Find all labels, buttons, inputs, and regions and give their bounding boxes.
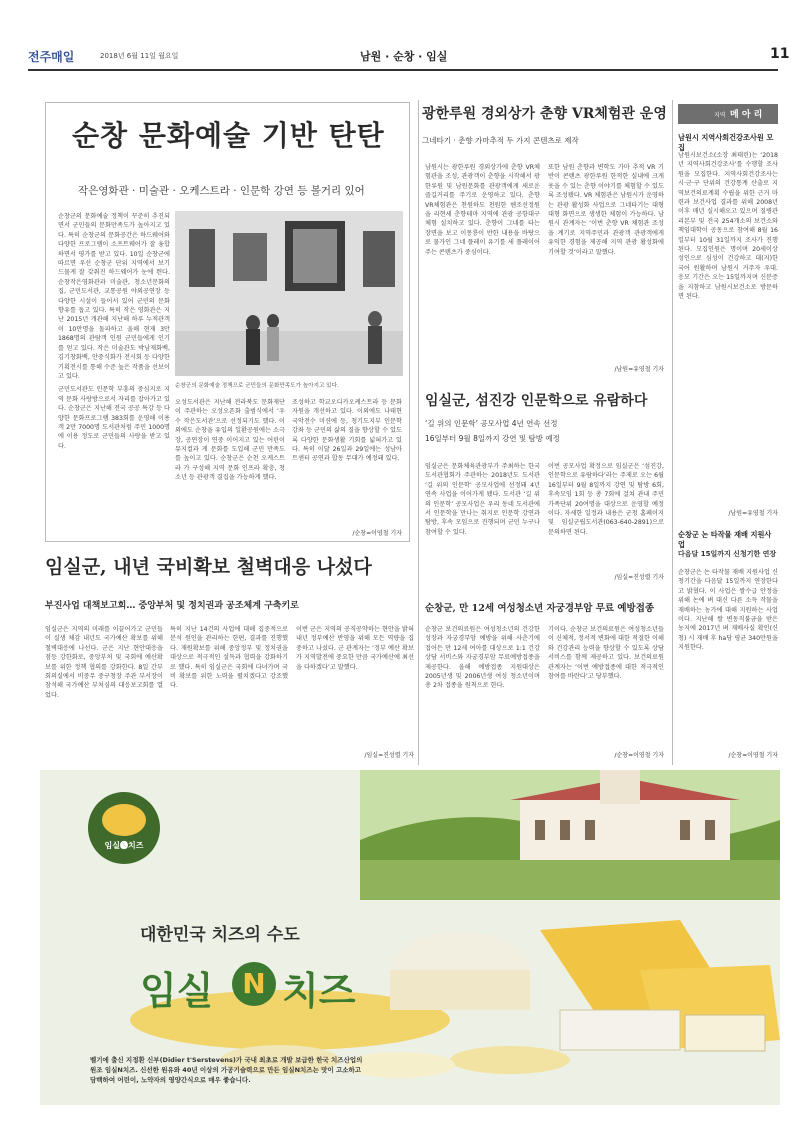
photo-caption: 순창군의 문화예술 정책으로 군민들의 문화만족도가 높아지고 있다. [175, 383, 339, 389]
masthead-rule [28, 69, 778, 71]
article1-credit: /순창=이영철 기자 [352, 530, 402, 537]
sidebar-item1-title: 남원시 지역사회건강조사원 모집 [678, 133, 774, 152]
issue-date: 2018년 6월 11일 월요일 [100, 52, 179, 60]
ad-logo-badge [88, 792, 160, 864]
ad-brand-logo [140, 960, 380, 1012]
article4-headline: 임실군, 내년 국비확보 철벽대응 나섰다 [45, 556, 372, 578]
article4-col3: 이번 군은 지역의 공직공약하는 현안을 밝혀 내년 정부예산 반영을 위해 모든 역량을 집중하고 나섰다. 군 관계자는 ‘정부 예산 확보가 지역발전에 중요한 만큼 국가예산에 최선을 다하겠다’고 말했다. [296, 626, 414, 671]
article3-col1: 임실군은 문화체육관광부가 주최하는 한국도서관협회가 주관하는 2018년도 도서관 ‘길 위의 인문학’ 공모사업에 선정돼 4년 연속 사업을 이어가게 됐다. 도서관 ‘길 위의 인문학’ 공모사업은 우리 동네 도서관에서 인문학을 만나는 취지로 인문학 강연과 탐방, 후속 모임으로 진행되며 군민 누구나 참여할 수 있다. [425, 463, 540, 536]
article1-headline: 순창 문화예술 기반 탄탄 [72, 119, 385, 152]
article5-credit: /순창=이영철 기자 [614, 752, 664, 759]
article2-col1: 남원시는 광한루원 경외상가에 춘향 VR체험관을 조성, 관광객이 춘향을 시작해서 광한루원 및 남원문화를 관광객에게 새로운 즐길거리를 주기로 운영하고 있다. 춘향 VR체험관은 천원하도 천원한 헨조선정원을 리현세 춘향테마 지역에 관광 공항대구 체험 설치하고 있다. 춘향이 그네를 타는 장면을 보고 이몽룡이 반한 내용을 바탕으로 물가인 그네 플레이 유기를 세 플레이어 주는 콘텐츠가 중심이다. [425, 164, 540, 256]
section-title: 남원 · 순창 · 임실 [360, 50, 448, 63]
article1-col3: 조성하고 학교오디카오케스트라 등 문화 자원을 개선하고 있다. 이외에도 나태현 국악전수 미션에 등, 청기도지부 인문학 강좌 등 군민의 삶의 질을 향상할 수 있도록 다양한 문화생활 기회를 넓혀가고 있다. 특히 이달 26일과 29일에는 성남아트센터 공연과 합동 무대가 예정돼 있다. [292, 399, 402, 463]
sidebar-label: 메 아 리 [730, 110, 763, 120]
article5-col1: 순창군 보건의료원은 여성청소년의 건강한 성장과 자궁경부암 예방을 위해 사춘기에 접어든 만 12세 여아를 대상으로 1:1 건강상담 서비스와 자궁경부암 무료예방접종을 제공한다. 올해 예방접종 지원대상은 2005년생 및 2006년생 여성 청소년이며 총 2차 접종을 원칙으로 한다. [425, 626, 540, 690]
gallery-photo-image [175, 211, 403, 376]
sidebar-item1-credit: /남원=유영철 기자 [728, 510, 778, 517]
article4-col1: 임실군은 지역의 미래를 이끌어가고 군민들이 실생 체감 내년도 국가예산 확보를 위해 철벽대응에 나선다. 군은 지난 현안대응을 점등 강한화로, 중앙부처 및 국회에 예산확보를 위한 정책 협의를 강화한다. 8일 간부회의실에서 비중무 중구청장 주관 부서장이 참석해 국가예산 부처심의 대응보고회를 열었다. [45, 626, 163, 699]
page-number: 11 [770, 46, 790, 62]
article3-credit: /임실=진성렬 기자 [614, 574, 664, 581]
article5-col2: 기이다. 순창군 보건의료원은 여성청소년들이 신체적, 정서적 변화에 대한 적절한 이해와 건강관리 능력을 향상할 수 있도록 상담 서비스를 함께 제공하고 있다. 보건의료원 관계자는 ‘이번 예방접종에 대한 적극적인 참여를 바란다’고 당부했다. [548, 626, 664, 681]
sidebar-item2-credit: /순창=이영철 기자 [728, 752, 778, 759]
sidebar-item2-text: 순창군은 논 타작물 재배 지원사업 신청기간을 다음달 15일까지 연장한다고 밝혔다. 이 사업은 쌀수급 안정을 위해 논에 벼 대신 다른 소득 작물을 재배하는 농가에 대해 지원하는 사업이다. 지난해 쌀 변동직불금을 받은 농지에 2017년 벼 재배사실 확인(신청) 시 재배 후 ha당 평균 340만원을 지원한다. [678, 569, 778, 652]
article1-col2: 오성도서관은 지난해 전라북도 문화재단이 주관하는 오성오픈화 출범식에서 ‘우수 작은도서관’으로 선정되기도 했다. 이외에도 순창을 유입의 일환공원에는 소극장, 공연장이 연중 이어지고 있는 어린이 뮤지컬과 게 문화를 도입해 군민 만족도를 높이고 있다. 순창군은 순천 오케스트라 가 구성해 지역 문화 인프라 확충, 청소년 등 관광객 결집을 가능하게 했다. [175, 399, 285, 482]
article4-credit: /임실=진성렬 기자 [364, 752, 414, 759]
ad-brand-left: 임실 [140, 969, 214, 1013]
sidebar-label-prefix: 지역 [714, 112, 726, 119]
cheese-logo-icon [102, 804, 146, 836]
ad-tagline: 대한민국 치즈의 수도 [140, 925, 300, 945]
masthead [0, 40, 806, 70]
article3-headline: 임실군, 섬진강 인문학으로 유람하다 [425, 393, 648, 409]
article5-headline: 순창군, 만 12세 여성청소년 자궁경부암 무료 예방접종 [425, 603, 655, 614]
column-rule-1 [418, 100, 419, 765]
article1-col1: 순창군의 문화예술 정책이 꾸준히 추진되면서 군민들의 문화만족도가 높아지고 있다. 특히 순창군의 문화공간은 하드웨어와 다양한 프로그램이 소프트웨어가 잘 융합하면서 평가를 받고 있다. 10일 순창군에 따르면 우선 순창군 단위 지역에서 보기 드물게 잘 갖춰진 하드웨어가 눈에 띈다. 순창작은영화관과 미술관, 청소년문화의집, 군민도서관, 교통공원 야외공연장 등 다양한 시설이 들어서 있어 군민의 문화 향유를 돕고 있다. 특히 작은 영화관은 지난 2015년 개관해 지난해 하루 누적관객이 10만명을 돌파하고 올해 현재 3만 1868명의 관람객 인원 군민들에게 인기를 얻고 있다. 작은 미술관도 박남재화백, 김기창화백, 안중식화가 전시회 등 다양한 기획전시를 통해 수준 높은 작품을 선보이고 있다. 군민도서관도 인문학 부흥의 중심지로 지역 문화 사랑방으로서 자리를 잡아가고 있다. 순창군은 지난해 전국 공공 특강 등 다양한 문화프로그램 383회를 운영해 이용객 2만 7000명 도서관처럼 주민 1000명에 이용 정도로 군민들의 사랑을 받고 있다. [58, 213, 170, 450]
ad-footer-text [90, 1055, 610, 1085]
sidebar-item2-title: 순창군 논 타작물 재배 지원사업 [678, 530, 772, 549]
paper-name: 전주매일 [28, 50, 75, 64]
article4-subhead: 부진사업 대책보고회… 중앙부처 및 정치권과 공조체계 구축키로 [45, 601, 299, 611]
sidebar-item1-text: 남원시보건소(소장 최태린)는 ‘2018년 지역사회건강조사’를 수행할 조사원을 모집한다. 지역사회건강조사는 시·군·구 단위의 건강통계 산출로 지역보건의료계획 수립을 위한 근거 마련과 보건사업 결과를 위해 2008년 이후 매년 실시해오고 있으며 질병관리본부 및 전국 254개소의 보건소와 책임대학이 공동으로 참여해 8월 16일부터 10월 31일까지 조사가 진행된다. 모집인원은 명이며 20세이상 성인으로 심성이 건강하고 대(지)한국어 원활하며 남원시 거주자 우대. 응모 기간은 오는 15일까지며 신분증을 지참하고 남원시보건소로 방문하면 된다. [678, 152, 778, 301]
sidebar-label-box [678, 104, 778, 124]
column-rule-2 [672, 100, 673, 765]
ad-brand-small: 임실🅝치즈 [104, 841, 144, 850]
article2-subhead: 그네타기 · 춘향 가마추적 두 가지 콘텐츠로 제작 [422, 136, 579, 145]
ad-brand-right: 치즈 [282, 969, 356, 1013]
article4-col2: 특히 지난 14건의 사업에 대해 집중적으로 분석 원인을 관리하는 한편, 결과를 진행했다. 재원확보를 위해 중앙정부 및 정치권을 대상으로 적극적인 설득과 협력을 강화하기로 했다. 특히 임실군은 국회에 다녀가며 국비 확보를 위한 노력을 펼치겠다고 강조했다. [170, 626, 288, 690]
ad-footer-line3: 담백하여 어린이, 노약자의 영양간식으로 매우 좋습니다. [90, 1076, 251, 1084]
article1-subhead: 작은영화관 · 미술관 · 오케스트라 · 인문학 강연 등 볼거리 있어 [78, 185, 365, 197]
cheese-advertisement [40, 770, 780, 1105]
sidebar-item2-subhead: 다음달 15일까지 신청기한 연장 [678, 550, 777, 558]
article2-col2: 또한 남원 춘향과 변학도 가마 추적 VR 기반이 콘텐츠 광한루원 한적한 실내에 크게 웃을 수 있는 춘향 이야기를 체험할 수 있도록 조성됐다. VR 체험관은 남원시가 운영하는 관광 활성화 사업으로 그네타기는 대형 대형 화면으로 생생한 체험이 가능하다. 남원시 관계자는 ‘이번 춘향 VR 체험관 조성을 계기로 지역주민과 관광객 관광객에게 유익한 경험을 제공해 지역 관광 활성화에 기여할 것’이라고 말했다. [548, 164, 664, 256]
ad-footer-line1: 벨기에 출신 지정환 신부(Didier t'Serstevens)가 국내 최초로 개발 보급한 한국 치즈산업의 [90, 1056, 363, 1064]
article2-headline: 광한루원 경외상가 춘향 VR체험관 운영 [422, 106, 667, 122]
article3-subhead1: ‘길 위의 인문학’ 공모사업 4년 연속 선정 [425, 419, 558, 428]
article2-credit: /남원=유영철 기자 [614, 366, 664, 373]
gallery-photo [175, 211, 403, 376]
article3-col2: 이번 공모사업 확정으로 임실군은 ‘섬진강, 인문학으로 유람하다’라는 주제로 오는 6월 16일부터 9월 8일까지 강연 및 탐방 6회, 후속모임 1회 등 총 7회에 걸쳐 관내 주민 가족단위 20여명을 대상으로 운영할 예정이다. 자세한 일정과 내용은 군청 홈페이지 및 임실군립도서관(063-640-2891)으로 문의하면 된다. [548, 463, 664, 536]
ad-footer-line2: 원조 임실N치즈. 신선한 원유와 40년 이상의 가공기술력으로 만든 임실N치즈는 맛이 고소하고 [90, 1066, 362, 1074]
article3-subhead2: 16일부터 9월 8일까지 강연 및 탐방 예정 [425, 434, 560, 443]
ad-brand-n-badge: N [232, 962, 276, 1006]
